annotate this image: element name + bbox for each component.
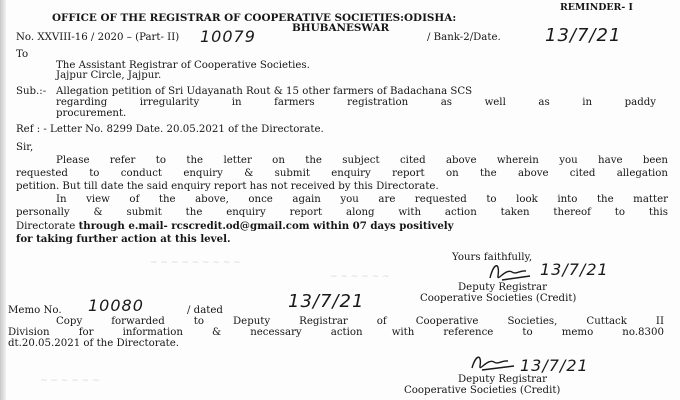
body-paragraph-line bbox=[16, 220, 454, 233]
office-heading: OFFICE OF THE REGISTRAR OF COOPERATIVE SOCIETIES:ODISHA: bbox=[52, 12, 457, 24]
reminder-label: REMINDER- I bbox=[560, 2, 633, 13]
body-paragraph-line: In view of the above, once again you are requested to look into the matter bbox=[56, 194, 668, 205]
signatory-designation: Deputy Registrar bbox=[458, 374, 547, 385]
handwritten-date: 13/7/21 bbox=[545, 25, 622, 46]
subject-line: Allegation petition of Sri Udayanath Rout & 15 other farmers of Badachana SCS bbox=[56, 86, 473, 97]
handwritten-memo-date: 13/7/21 bbox=[288, 291, 365, 312]
signatory-designation: Deputy Registrar bbox=[458, 282, 547, 293]
letter-number-label: No. XXVIII-16 / 2020 – (Part- II) bbox=[16, 32, 180, 43]
scan-bleed-mark: ~ ~ ~ ~ ~ ~ ~ ~ ~ bbox=[150, 258, 241, 268]
bank-date-label: / Bank-2/Date. bbox=[427, 32, 501, 43]
memo-line: Copy forwarded to Deputy Registrar of Cooperative Societies, Cuttack II bbox=[56, 316, 664, 327]
memo-line: Division for information & necessary action with reference to memo no.8300 bbox=[8, 327, 664, 338]
memo-number-label: Memo No. bbox=[8, 305, 62, 316]
memo-dated-label: / dated bbox=[187, 305, 223, 316]
handwritten-signature-date: 13/7/21 bbox=[540, 260, 609, 279]
salutation: Sir, bbox=[16, 142, 34, 153]
email-instruction: through e.mail- rcscredit.od@gmail.com within 07 days positively bbox=[78, 220, 454, 232]
body-paragraph-line: petition. But till date the said enquiry report has not received by this Directorate. bbox=[16, 181, 439, 192]
handwritten-memo-number: 10080 bbox=[88, 296, 144, 315]
to-label: To bbox=[16, 49, 29, 60]
handwritten-letter-number: 10079 bbox=[200, 27, 256, 46]
body-paragraph-line: for taking further action at this level. bbox=[16, 233, 231, 245]
closing: Yours faithfully, bbox=[452, 252, 533, 263]
subject-line: regarding irregularity in farmers registration as well as in paddy bbox=[56, 97, 656, 108]
page-shadow-edge bbox=[0, 0, 6, 400]
memo-line: dt.20.05.2021 of the Directorate. bbox=[8, 338, 180, 349]
body-text-span: Directorate bbox=[16, 221, 79, 232]
signatory-office: Cooperative Societies (Credit) bbox=[420, 293, 577, 304]
addressee-designation: The Assistant Registrar of Cooperative Societies. bbox=[56, 60, 310, 71]
reference-line: Ref : - Letter No. 8299 Date. 20.05.2021 of the Directorate. bbox=[16, 124, 324, 135]
body-paragraph-line: personally & submit the enquiry report along with action taken thereof to this bbox=[16, 207, 668, 218]
scan-bleed-mark: ~ ~ ~ ~ ~ ~ bbox=[330, 272, 390, 282]
subject-label: Sub.:- bbox=[16, 86, 47, 97]
handwritten-signature-date: 13/7/21 bbox=[520, 356, 589, 375]
signatory-office: Cooperative Societies (Credit) bbox=[404, 385, 561, 396]
office-city: BHUBANESWAR bbox=[292, 22, 390, 34]
addressee-location: Jajpur Circle, Jajpur. bbox=[56, 70, 162, 81]
subject-line: procurement. bbox=[56, 108, 127, 119]
scan-bleed-mark: ~ ~ ~ ~ ~ ~ bbox=[40, 376, 100, 386]
body-paragraph-line: Please refer to the letter on the subject cited above wherein you have been bbox=[56, 155, 668, 166]
body-paragraph-line: requested to conduct enquiry & submit enquiry report on the above cited allegation bbox=[16, 168, 668, 179]
